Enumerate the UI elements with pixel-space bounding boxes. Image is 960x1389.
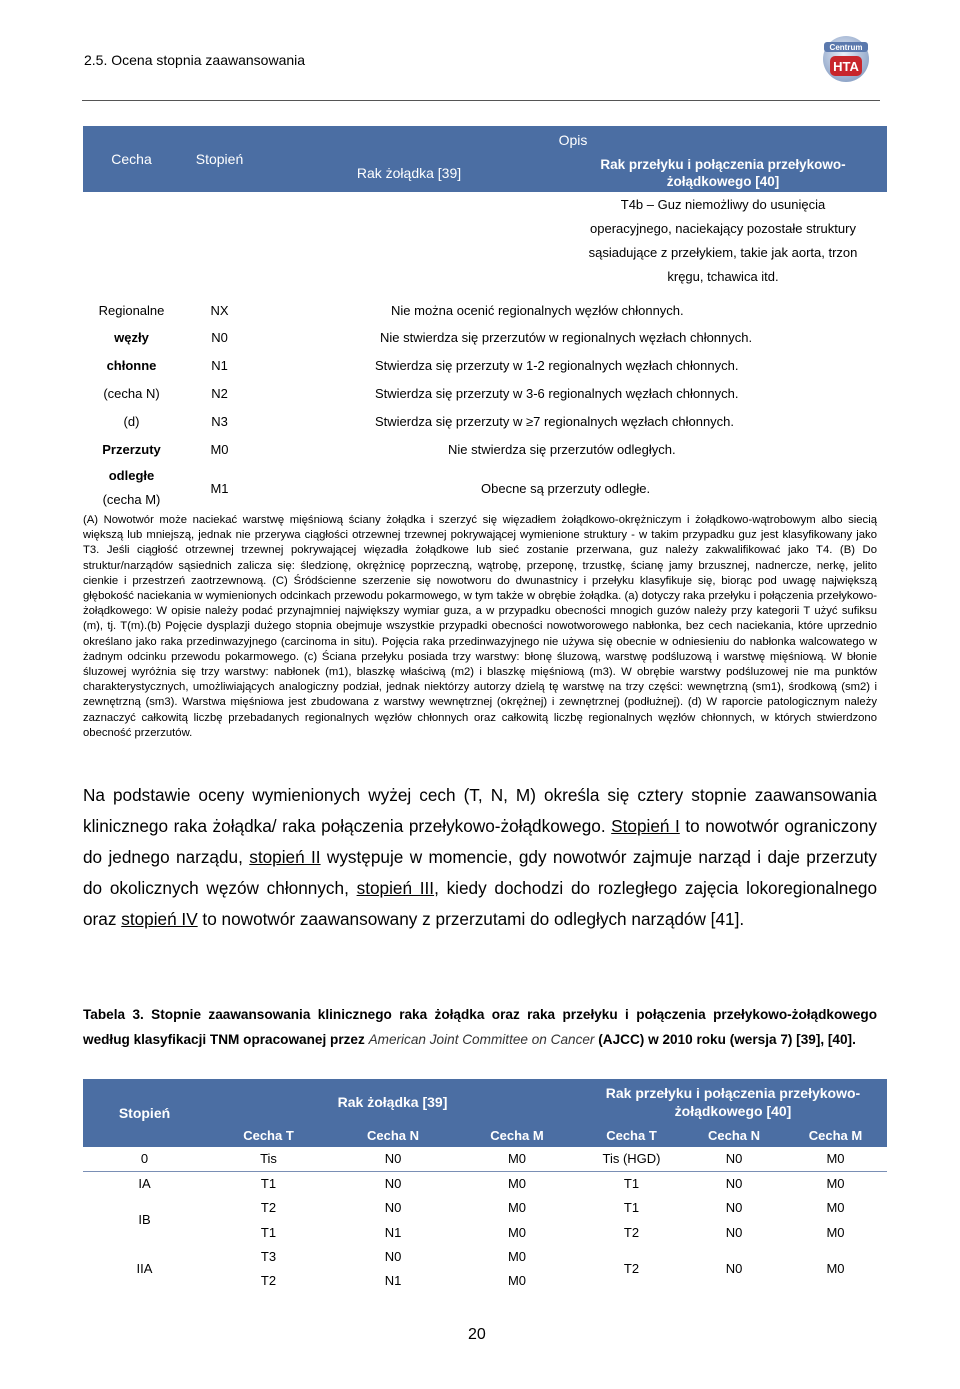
description-cell: Stwierdza się przerzuty w 3-6 regionalnych węzłach chłonnych. (375, 385, 739, 401)
stage-cell: M1 (210, 480, 229, 496)
col-header-rak-zoladka: Rak żołądka [39] (206, 1079, 579, 1124)
table-cell: N1 (384, 1272, 402, 1288)
table-cell: T3 (260, 1248, 277, 1264)
description-cell: Stwierdza się przerzuty w ≥7 regionalnych węzłach chłonnych. (375, 413, 735, 429)
table-cell: N0 (384, 1175, 402, 1191)
n-label-5: (d) (123, 413, 140, 429)
col-header-opis: Opis (259, 126, 887, 154)
staging-table (83, 1079, 887, 1292)
description-cell: Nie stwierdza się przerzutów w regionalnych węzłach chłonnych. (380, 329, 753, 345)
centrum-hta-logo (818, 34, 874, 84)
n-label-3: chłonne (106, 357, 157, 373)
stage-iv-link: stopień IV (121, 909, 198, 929)
table-cell: N0 (725, 1200, 743, 1215)
stage-cell: N1 (211, 357, 228, 373)
col-header-stopien: Stopień (83, 1079, 206, 1147)
table-cell: N0 (384, 1248, 402, 1264)
table-cell: IIA (136, 1260, 153, 1276)
table-row (83, 1171, 887, 1195)
tnm-table (83, 126, 887, 513)
col-header-cecha-m: Cecha M (784, 1124, 887, 1147)
table-cell: N1 (384, 1224, 402, 1240)
table-cell: Tis (260, 1151, 277, 1167)
logo-top-text: Centrum (829, 43, 863, 52)
table-cell: N0 (725, 1175, 743, 1191)
table-cell: M0 (507, 1200, 527, 1215)
m-label-2-3: odległe (cecha M) (102, 468, 161, 507)
col-header-rak-przelyku: Rak przełyku i połączenia przełykowo- żołądkowego [40] (579, 1079, 887, 1124)
table-cell: N0 (725, 1224, 743, 1240)
table-cell: M0 (507, 1175, 527, 1191)
table-cell: M0 (826, 1260, 845, 1276)
table-cell: T1 (623, 1175, 640, 1191)
n-label-4: (cecha N) (103, 385, 160, 401)
col-header-cecha-t: Cecha T (206, 1124, 331, 1147)
col-header-cecha-n: Cecha N (684, 1124, 784, 1147)
table-cell: 0 (140, 1151, 149, 1167)
table-cell: T1 (260, 1224, 277, 1240)
table-cell: IB (138, 1212, 151, 1227)
description-cell: Nie można ocenić regionalnych węzłów chłonnych. (391, 302, 684, 318)
page-number: 20 (468, 1326, 486, 1343)
stage-i-link: Stopień I (611, 816, 680, 836)
table-cell: N0 (384, 1200, 402, 1215)
description-cell: Stwierdza się przerzuty w 1-2 regionalnych węzłach chłonnych. (375, 357, 739, 373)
table-cell: M0 (507, 1224, 527, 1240)
table-cell: N0 (725, 1151, 743, 1167)
table-cell: M0 (826, 1175, 845, 1191)
table-row (83, 1244, 887, 1268)
table-cell: M0 (507, 1248, 527, 1264)
description-cell: Nie stwierdza się przerzutów odległych. (448, 441, 676, 457)
table-cell: T1 (623, 1200, 640, 1215)
m-label-1: Przerzuty (102, 441, 161, 457)
t4b-description: T4b – Guz niemożliwy do usunięcia operacyjnego, naciekający pozostałe struktury sąsiadujące z przełykiem, takie jak aorta, trzon kręgu, tchawica itd. (588, 197, 858, 284)
stage-ii-link: stopień II (249, 847, 321, 867)
logo-main-text: HTA (833, 59, 859, 74)
table-cell: M0 (826, 1200, 845, 1215)
col-header-cecha-n: Cecha N (331, 1124, 455, 1147)
table-cell: T1 (260, 1175, 277, 1191)
stage-cell: N2 (211, 385, 228, 401)
table-cell: M0 (507, 1272, 527, 1288)
col-header-cecha: Cecha (83, 126, 180, 192)
stage-cell: NX (210, 302, 229, 318)
running-header-title: 2.5. Ocena stopnia zaawansowania (84, 52, 306, 68)
table-cell: T2 (260, 1272, 277, 1288)
col-header-cecha-m: Cecha M (455, 1124, 579, 1147)
table-cell: M0 (507, 1151, 527, 1167)
table-caption: Tabela 3. Stopnie zaawansowania klinicznego raka żołądka oraz raka przełyku i połączenia przełykowo-żołądkowego według klasyfikacji TNM opracowanej przez American Joint Committee on Cancer (AJCC) w 2010 roku (wersja 7) [39], [40]. (83, 1007, 877, 1047)
col-header-cecha-t: Cecha T (579, 1124, 684, 1147)
table-cell: M0 (826, 1151, 845, 1167)
n-label-1: Regionalne (98, 302, 165, 318)
stage-iii-link: stopień III (356, 878, 435, 898)
table-row (83, 1195, 887, 1220)
table-cell: IA (138, 1175, 151, 1191)
col-header-rak-zoladka: Rak żołądka [39] (259, 154, 559, 192)
table-cell: Tis (HGD) (602, 1151, 661, 1167)
stage-cell: N3 (211, 413, 228, 429)
header-divider (82, 100, 880, 101)
table-cell: N0 (725, 1260, 743, 1276)
description-cell: Obecne są przerzuty odległe. (481, 480, 651, 496)
n-label-2: węzły (114, 329, 149, 345)
table-cell: T2 (260, 1200, 277, 1215)
table-footnote: (A) Nowotwór może naciekać warstwę mięśniową ściany żołądka i szerzyć się więzadłem żołądkowo-okrężniczym i żołądkowo-wątrobowym albo siecią większą lub mniejszą, jednak nie przerywa ciągłości otrzewnej trzewnej pokrywającej wymienione struktury - w takim przypadku guz jest klasyfikowany jako T3. Jeśli ciągłość otrzewnej trzewnej pokrywającej więzadła żołądkowe lub sieć zostanie przerwana, guz należy zakwalifikować jako T4. (B) Do struktur/narządów sąsiednich zalicza się: śledzionę, okrężnicę poprzeczną, wątrobę, przeponę, trzustkę, ścianę jamy brzusznej, nadnercze, nerkę, jelito cienkie i przestrzeń zaotrzewnową. (C) Śródścienne szerzenie się nowotworu do dwunastnicy i przełyku klasyfikuje się, biorąc pod uwagę największą głębokość naciekania w wymienionych odcinkach przewodu pokarmowego, w tym także w obrębie żołądka. (a) dotyczy raka przełyku i połączenia przełykowo-żołądkowego: W opisie należy podać przynajmniej największy wymiar guza, a w przypadku obecności mnogich guzów należy przy kategorii T użyć sufiksu (m), tj. T(m).(b) Pojęcie dysplazji dużego stopnia obejmuje wszystkie przypadki obecności nowotworowego nabłonka, bez cech naciekania, które uprzednio określano jako raka przedinwazyjnego (carcinoma in situ). Pojęcia raka przedinwazyjnego nie używa się obecnie w odniesieniu do nabłonka walcowatego w żadnym odcinku przewodu pokarmowego. (c) Ściana przełyku posiada trzy warstwy: błonę śluzową, warstwę podśluzową i warstwę mięśniową. W błonie śluzowej wyróżnia się trzy warstwy: nabłonek (m1), blaszkę właściwą (m2) i blaszkę mięśniową (m3). W obrębie warstwy podśluzowej nie ma punktów charakterystycznych, umożliwiających analogiczny podział, jednak niektórzy autorzy dzielą tę warstwę na trzy części: wewnętrzną (sm1), środkową (sm2) i zewnętrzną (sm3). Warstwa mięśniowa jest zbudowana z warstwy wewnętrznej (okrężnej) i zewnętrznej (podłużnej). (d) W raporcie patologicznym należy zaznaczyć całkowitą liczbę przebadanych regionalnych węzłów chłonnych oraz całkowitą liczbę regionalnych węzłów chłonnych, w których stwierdzono obecność przerzutów. (83, 514, 877, 739)
table-row (83, 1147, 887, 1171)
table-cell: N0 (384, 1151, 402, 1167)
table-cell: T2 (623, 1260, 640, 1276)
table-cell: M0 (826, 1224, 845, 1240)
col-header-rak-przelyku: Rak przełyku i połączenia przełykowo- żołądkowego [40] (559, 154, 887, 192)
body-paragraph: Na podstawie oceny wymienionych wyżej cech (T, N, M) określa się cztery stopnie zaawansowania klinicznego raka żołądka/ raka połączenia przełykowo-żołądkowego. Stopień I to nowotwór ograniczony do jednego narządu, stopień II występuje w momencie, gdy nowotwór zajmuje narząd i daje przerzuty do okolicznych węzów chłonnych, stopień III, kiedy dochodzi do rozległego zajęcia lokoregionalnego oraz stopień IV to nowotwór zaawansowany z przerzutami do odległych narządów [41]. (83, 785, 878, 929)
table-cell: T2 (623, 1224, 640, 1240)
col-header-stopien: Stopień (180, 126, 259, 192)
stage-cell: N0 (211, 329, 228, 345)
stage-cell: M0 (210, 441, 229, 457)
